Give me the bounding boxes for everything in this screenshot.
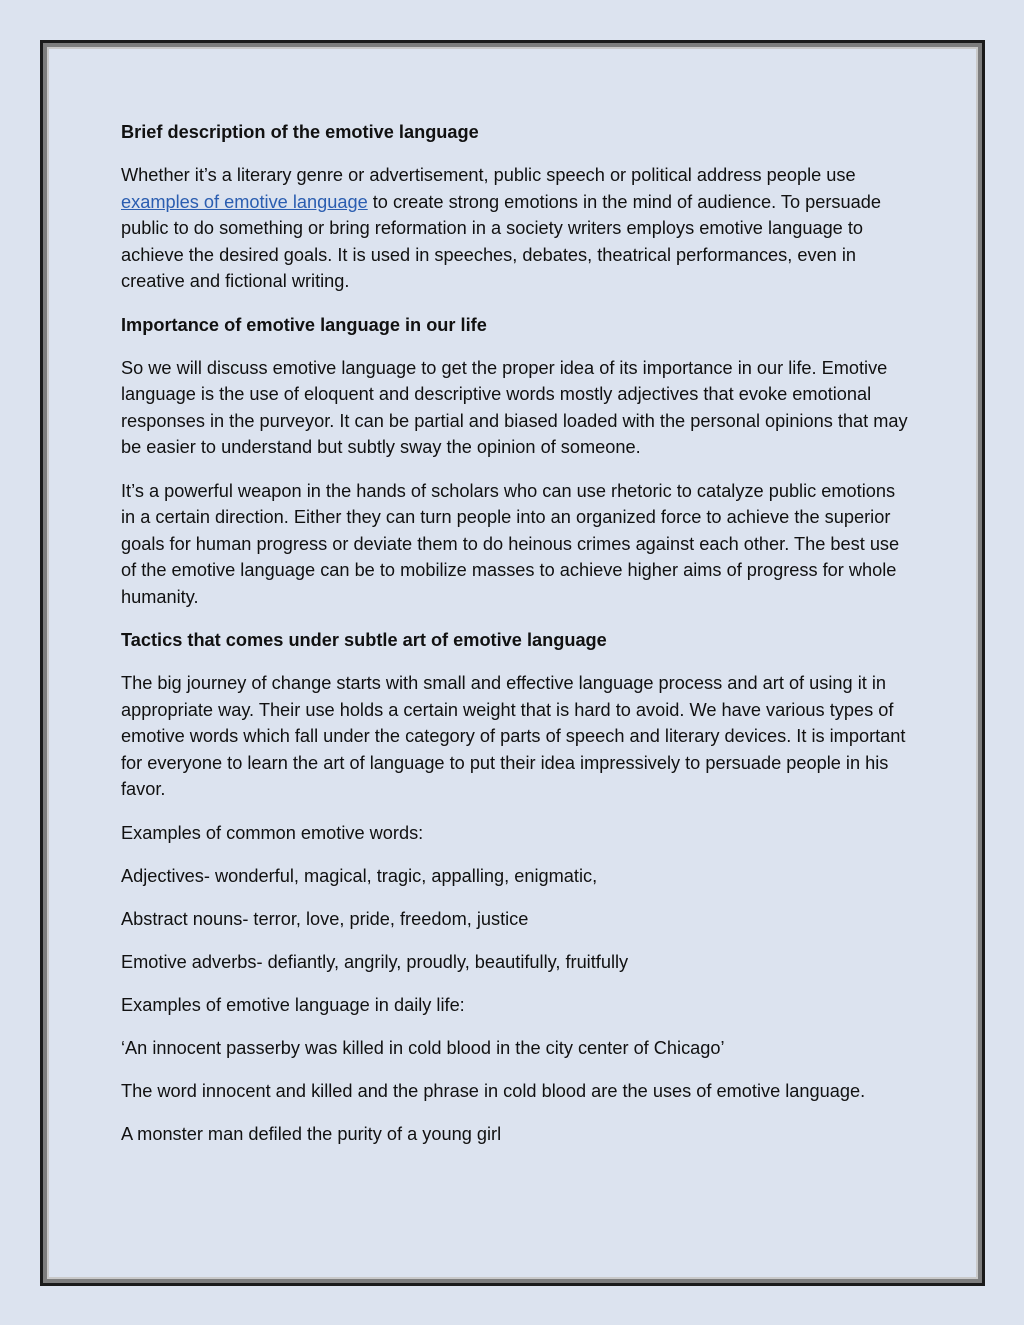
paragraph-intro: [121, 162, 911, 295]
section-heading-brief-description: Brief description of the emotive language: [121, 122, 479, 142]
paragraph-journey: The big journey of change starts with small and effective language process and art of using it in appropriate way. Their use holds a certain weight that is hard to avoid. We have various types of emotive words which fall under the category of parts of speech and literary devices. It is important for everyone to learn the art of language to put their idea impressively to persuade people in his favor.: [121, 673, 906, 800]
paragraph-examples-intro: Examples of common emotive words:: [121, 822, 424, 843]
paragraph-powerful-weapon: It’s a powerful weapon in the hands of scholars who can use rhetoric to catalyze public emotions in a certain direction. Either they can turn people into an organized force to achieve the superior goals for human progress or deviate them to do heinous crimes against each other. The best use of the emotive language can be to mobilize masses to achieve higher aims of progress for whole humanity.: [121, 480, 900, 607]
paragraph-importance: So we will discuss emotive language to get the proper idea of its importance in our life. Emotive language is the use of eloquent and descriptive words mostly adjectives that evoke emotional responses in the purveyor. It can be partial and biased loaded with the personal opinions that may be easier to understand but subtly sway the opinion of someone.: [121, 357, 908, 458]
paragraph-intro-text-end: to create strong emotions in the mind of audience. To persuade public to do something or bring reformation in a society writers employs emotive language to achieve the desired goals. It is used in speeches, debates, theatrical performances, even in creative and fictional writing.: [121, 191, 881, 292]
paragraph-monster-man: A monster man defiled the purity of a young girl: [121, 1124, 502, 1145]
section-heading-tactics: Tactics that comes under subtle art of emotive language: [121, 630, 607, 650]
paragraph-adjectives: Adjectives- wonderful, magical, tragic, appalling, enigmatic,: [121, 865, 598, 886]
paragraph-quote-chicago: ‘An innocent passerby was killed in cold blood in the city center of Chicago’: [121, 1038, 725, 1059]
section-heading-importance: Importance of emotive language in our life: [121, 314, 487, 335]
paragraph-abstract-nouns: Abstract nouns- terror, love, pride, freedom, justice: [121, 908, 529, 929]
paragraph-daily-life-intro: Examples of emotive language in daily life:: [121, 994, 465, 1015]
emotive-language-examples-link[interactable]: examples of emotive language: [121, 191, 368, 212]
paragraph-quote-explanation: The word innocent and killed and the phrase in cold blood are the uses of emotive language.: [121, 1081, 866, 1102]
paragraph-adverbs: Emotive adverbs- defiantly, angrily, proudly, beautifully, fruitfully: [121, 951, 629, 972]
paragraph-intro-text-start: Whether it’s a literary genre or advertisement, public speech or political address people use: [121, 165, 856, 186]
document-body: [121, 119, 911, 1164]
